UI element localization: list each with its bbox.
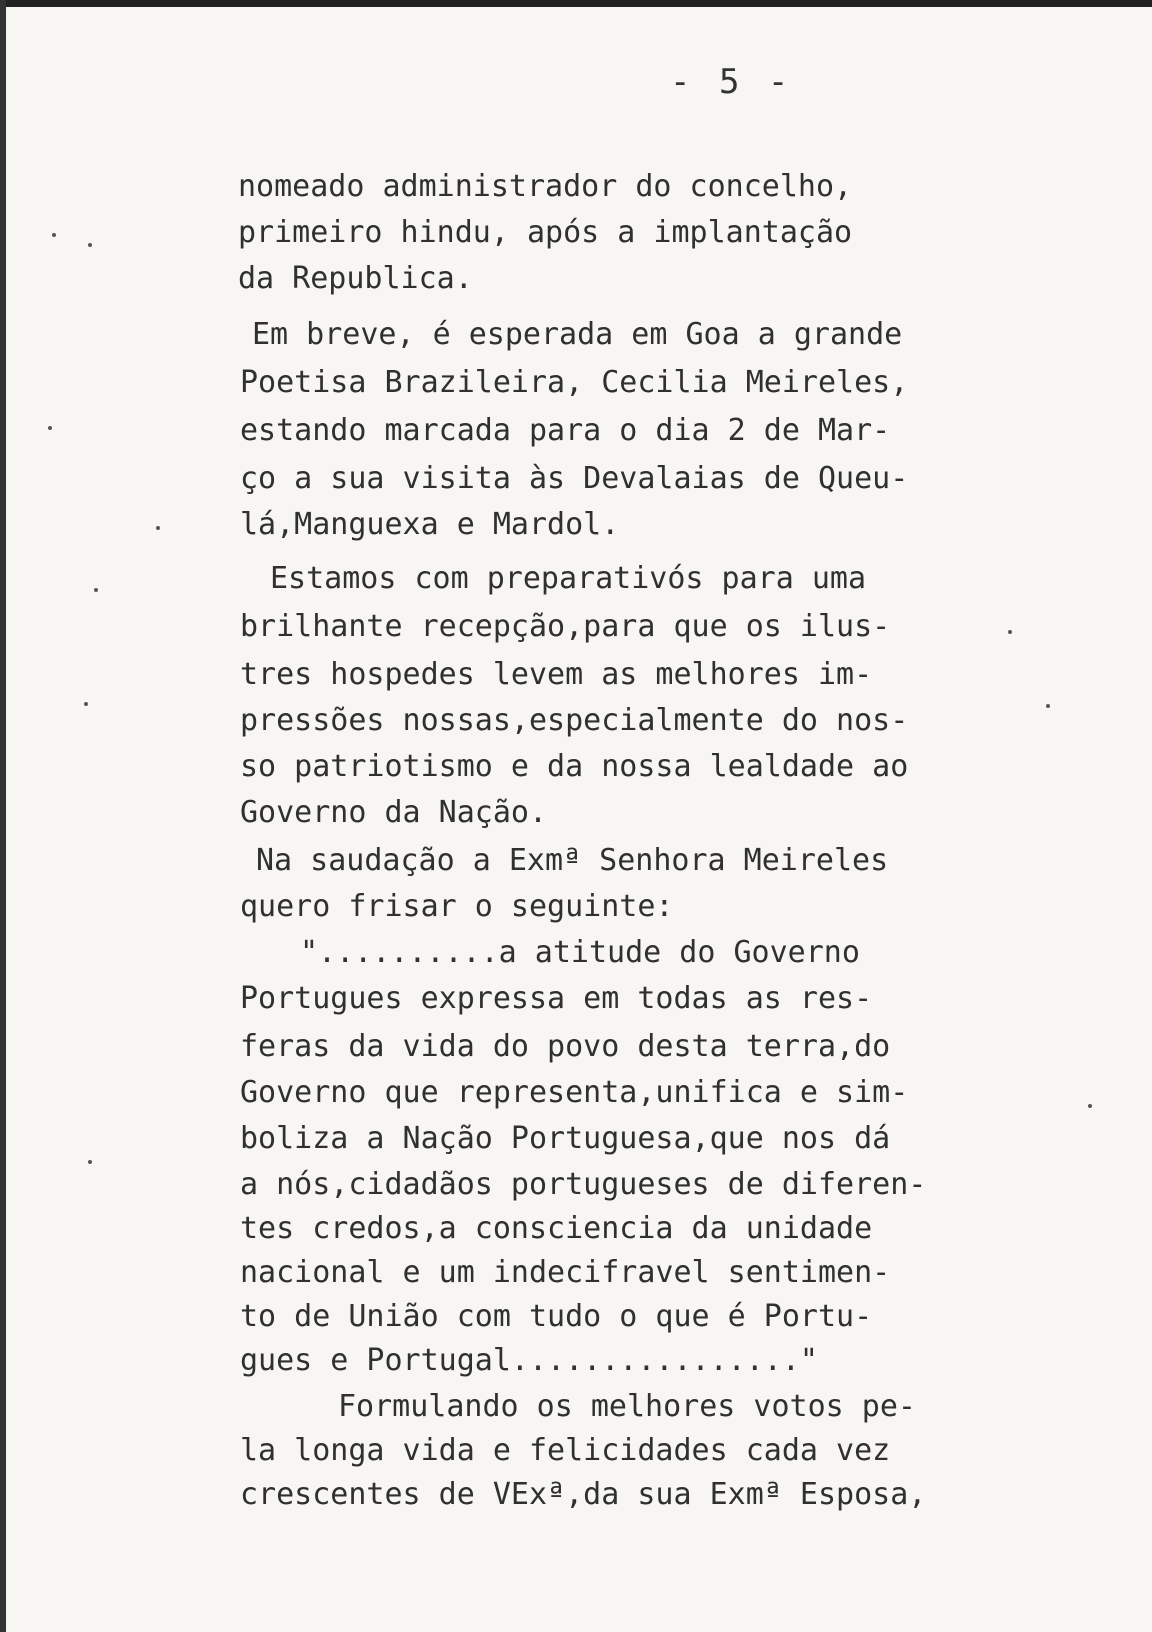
paper-speck xyxy=(156,526,160,530)
page-number: - 5 - xyxy=(670,62,793,102)
text-line: nomeado administrador do concelho, xyxy=(238,169,853,204)
text-line: Portugues expressa em todas as res- xyxy=(240,981,873,1016)
text-line: a nós,cidadãos portugueses de diferen- xyxy=(240,1167,927,1202)
text-line: gues e Portugal................" xyxy=(240,1343,818,1378)
text-line: brilhante recepção,para que os ilus- xyxy=(240,609,891,644)
text-line: lá,Manguexa e Mardol. xyxy=(240,507,620,542)
text-line: crescentes de VExª,da sua Exmª Esposa, xyxy=(240,1477,927,1512)
paper-speck xyxy=(88,243,92,247)
text-line: nacional e um indecifravel sentimen- xyxy=(240,1255,891,1290)
paper-speck xyxy=(94,588,98,592)
text-line: da Republica. xyxy=(238,261,473,296)
text-line: Formulando os melhores votos pe- xyxy=(338,1389,916,1424)
text-line: to de União com tudo o que é Portu- xyxy=(240,1299,873,1334)
text-line: Estamos com preparativós para uma xyxy=(270,561,867,596)
text-line: tres hospedes levem as melhores im- xyxy=(240,657,873,692)
text-line: Poetisa Brazileira, Cecilia Meireles, xyxy=(240,365,909,400)
paper-speck xyxy=(1046,704,1050,708)
text-line: tes credos,a consciencia da unidade xyxy=(240,1211,873,1246)
text-line: Governo da Nação. xyxy=(240,795,548,830)
text-line: Governo que representa,unifica e sim- xyxy=(240,1075,909,1110)
text-line: primeiro hindu, após a implantação xyxy=(238,215,853,250)
text-line: Em breve, é esperada em Goa a grande xyxy=(252,317,903,352)
paper-speck xyxy=(52,233,56,237)
page-left-edge xyxy=(0,0,6,1632)
text-line: estando marcada para o dia 2 de Mar- xyxy=(240,413,891,448)
paper-speck xyxy=(1088,1104,1092,1108)
paper-speck xyxy=(84,702,88,706)
text-line: boliza a Nação Portuguesa,que nos dá xyxy=(240,1121,891,1156)
text-line: feras da vida do povo desta terra,do xyxy=(240,1029,891,1064)
text-line: quero frisar o seguinte: xyxy=(240,889,674,924)
text-line: Na saudação a Exmª Senhora Meireles xyxy=(256,843,889,878)
paper-speck xyxy=(1008,630,1012,634)
paper-speck xyxy=(88,1160,92,1164)
text-line: ço a sua visita às Devalaias de Queu- xyxy=(240,461,909,496)
text-line: pressões nossas,especialmente do nos- xyxy=(240,703,909,738)
text-line: "..........a atitude do Governo xyxy=(300,935,860,970)
paper-speck xyxy=(48,426,52,430)
text-line: la longa vida e felicidades cada vez xyxy=(240,1433,891,1468)
page-top-edge xyxy=(0,0,1152,7)
text-line: so patriotismo e da nossa lealdade ao xyxy=(240,749,909,784)
